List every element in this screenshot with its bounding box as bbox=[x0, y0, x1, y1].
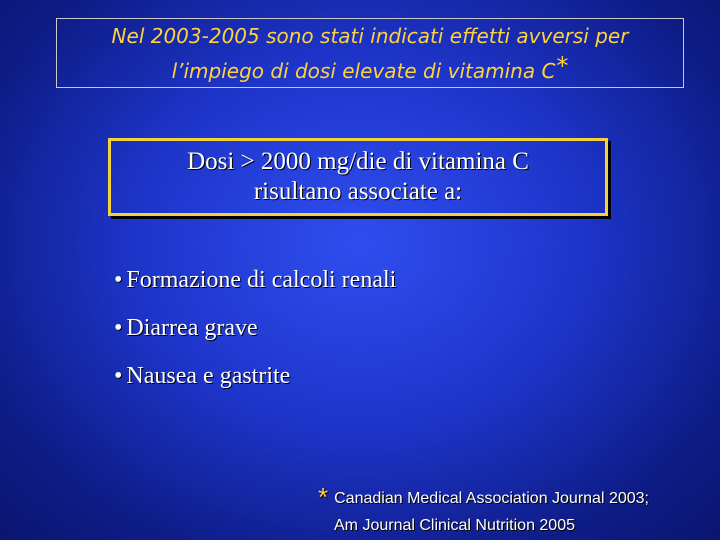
highlight-line-2: risultano associate a: bbox=[253, 178, 463, 205]
list-item-text: Nausea e gastrite bbox=[126, 363, 291, 389]
bullet-icon: • bbox=[114, 315, 123, 341]
slide-title bbox=[56, 18, 684, 88]
references bbox=[318, 482, 649, 535]
reference-text-1: Canadian Medical Association Journal 2003; bbox=[334, 490, 649, 507]
bullet-icon: • bbox=[114, 267, 123, 293]
list-item-text: Formazione di calcoli renali bbox=[126, 267, 397, 293]
title-line-1: Nel 2003-2005 sono stati indicati effetti avversi per bbox=[111, 23, 629, 48]
effects-list bbox=[114, 262, 396, 406]
bullet-icon: • bbox=[114, 363, 123, 389]
list-item bbox=[114, 262, 396, 310]
highlight-line-1: Dosi > 2000 mg/die di vitamina C bbox=[187, 148, 529, 175]
reference-marker: * bbox=[318, 482, 329, 512]
list-item bbox=[114, 310, 396, 358]
list-item bbox=[114, 358, 396, 406]
highlight-box bbox=[108, 138, 608, 216]
reference-line-1 bbox=[318, 482, 649, 513]
list-item-text: Diarrea grave bbox=[126, 315, 258, 341]
title-line-2 bbox=[172, 51, 569, 86]
reference-line-2: Am Journal Clinical Nutrition 2005 bbox=[334, 517, 575, 534]
title-line-2-text: l’impiego di dosi elevate di vitamina C bbox=[171, 58, 556, 83]
footnote-marker: * bbox=[556, 51, 569, 80]
